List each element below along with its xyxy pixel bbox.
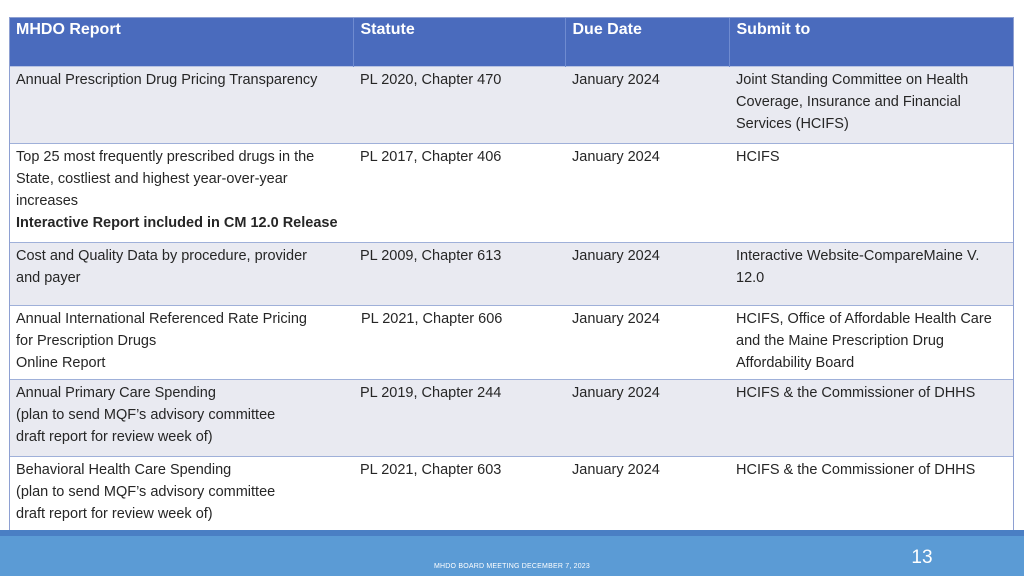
table-header-row: [9, 17, 1014, 67]
due-date-cell: January 2024: [565, 457, 729, 534]
page-number: 13: [911, 547, 933, 568]
report-cell: [9, 67, 353, 144]
report-text: State, costliest and highest year-over-year: [16, 171, 288, 187]
footer-accent-stripe: [0, 530, 1024, 536]
table-row: [9, 243, 1014, 306]
due-date-cell: January 2024: [565, 380, 729, 457]
submit-to-cell: [729, 67, 1014, 144]
report-text: Annual International Referenced Rate Pricing: [16, 311, 307, 327]
report-text: increases: [16, 193, 79, 209]
table-row: [9, 67, 1014, 144]
submit-text: Affordability Board: [736, 355, 855, 371]
submit-text: HCIFS, Office of Affordable Health Care: [736, 311, 992, 327]
report-text: draft report for review week of): [16, 506, 213, 522]
report-text: Top 25 most frequently prescribed drugs in the: [16, 149, 315, 165]
report-text: (plan to send MQF’s advisory committee: [16, 407, 276, 423]
submit-text: HCIFS & the Commissioner of DHHS: [736, 385, 976, 401]
table-row: [9, 380, 1014, 457]
report-cell: [9, 306, 353, 380]
report-cell: [9, 380, 353, 457]
report-text: Cost and Quality Data by procedure, provider: [16, 248, 307, 264]
report-bold-note: Interactive Report included in CM 12.0 Release: [16, 215, 338, 231]
statute-cell: PL 2020, Chapter 470: [353, 67, 565, 144]
report-text: draft report for review week of): [16, 429, 213, 445]
reports-table-container: [9, 17, 1014, 534]
due-date-cell: January 2024: [565, 144, 729, 243]
statute-cell: PL 2021, Chapter 606: [353, 306, 565, 380]
submit-text: HCIFS & the Commissioner of DHHS: [736, 462, 976, 478]
reports-table: [9, 17, 1014, 534]
footer-meeting-label: MHDO BOARD MEETING DECEMBER 7, 2023: [434, 563, 590, 570]
submit-text: HCIFS: [736, 149, 780, 165]
statute-cell: PL 2019, Chapter 244: [353, 380, 565, 457]
submit-to-cell: [729, 380, 1014, 457]
table-row: [9, 306, 1014, 380]
table-row: [9, 144, 1014, 243]
submit-text: and the Maine Prescription Drug: [736, 333, 944, 349]
report-text: Online Report: [16, 355, 106, 371]
submit-to-cell: [729, 243, 1014, 306]
submit-to-cell: [729, 306, 1014, 380]
submit-text: 12.0: [736, 270, 765, 286]
report-text: Behavioral Health Care Spending: [16, 462, 232, 478]
report-cell: [9, 243, 353, 306]
submit-to-cell: [729, 144, 1014, 243]
report-text: Annual Prescription Drug Pricing Transparency: [16, 72, 318, 88]
submit-to-cell: [729, 457, 1014, 534]
table-row: [9, 457, 1014, 534]
statute-cell: PL 2021, Chapter 603: [353, 457, 565, 534]
due-date-cell: January 2024: [565, 67, 729, 144]
header-statute: Statute: [353, 17, 565, 67]
report-cell: [9, 144, 353, 243]
report-text: for Prescription Drugs: [16, 333, 157, 349]
submit-text: Interactive Website-CompareMaine V.: [736, 248, 980, 264]
submit-text: Coverage, Insurance and Financial: [736, 94, 961, 110]
due-date-cell: January 2024: [565, 306, 729, 380]
due-date-cell: January 2024: [565, 243, 729, 306]
report-text: and payer: [16, 270, 81, 286]
header-due-date: Due Date: [565, 17, 729, 67]
statute-cell: PL 2009, Chapter 613: [353, 243, 565, 306]
header-mhdo-report: MHDO Report: [9, 17, 353, 67]
report-text: Annual Primary Care Spending: [16, 385, 216, 401]
report-cell: [9, 457, 353, 534]
submit-text: Joint Standing Committee on Health: [736, 72, 969, 88]
report-text: (plan to send MQF’s advisory committee: [16, 484, 276, 500]
header-submit-to: Submit to: [729, 17, 1014, 67]
statute-cell: PL 2017, Chapter 406: [353, 144, 565, 243]
submit-text: Services (HCIFS): [736, 116, 849, 132]
